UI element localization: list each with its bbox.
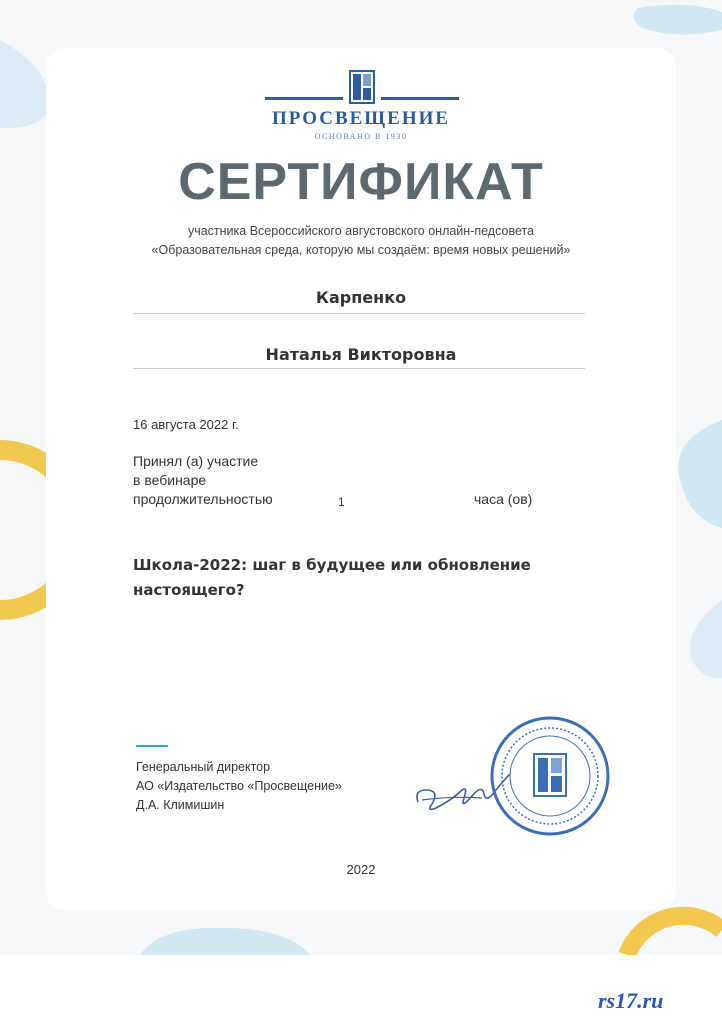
prosveshchenie-logo-icon [349, 70, 375, 104]
certificate-subtitle-2: «Образовательная среда, которую мы создаём: время новых решений» [151, 243, 571, 257]
certificate-year: 2022 [346, 862, 376, 877]
certificate-subtitle-1: участника Всероссийского августовского онлайн-педсовета [187, 224, 535, 238]
duration-label: продолжительностью [133, 491, 273, 507]
webinar-title-line-1: Школа-2022: шаг в будущее или обновление [133, 556, 531, 574]
brand-name: ПРОСВЕЩЕНИЕ [271, 108, 451, 129]
first-name-rule [133, 368, 585, 369]
last-name-rule [133, 313, 585, 314]
duration-value: 1 [338, 495, 345, 509]
signatory-accent-line [136, 745, 168, 747]
brand-founded: ОСНОВАНО В 1930 [314, 132, 408, 141]
participation-line-2: в вебинаре [133, 472, 207, 488]
signatory-organization: АО «Издательство «Просвещение» [136, 779, 342, 793]
certificate-date: 16 августа 2022 г. [133, 417, 239, 432]
certificate-title: СЕРТИФИКАТ [178, 153, 544, 211]
round-company-stamp-icon [488, 714, 612, 838]
logo-line-right [381, 97, 459, 100]
signatory-position: Генеральный директор [136, 760, 271, 774]
recipient-last-name: Карпенко [315, 288, 407, 307]
logo-line-left [265, 97, 343, 100]
duration-unit: часа (ов) [474, 491, 533, 507]
site-watermark: rs17.ru [598, 988, 664, 1013]
signatory-name: Д.А. Климишин [136, 798, 225, 812]
webinar-title-line-2: настоящего? [133, 581, 245, 599]
decor-top-right-shape [628, 0, 722, 40]
webinar-title [133, 553, 603, 603]
participation-line-1: Принял (а) участие [133, 453, 259, 469]
decor-right-blue-shape-2 [672, 600, 722, 680]
recipient-first-middle-name: Наталья Викторовна [265, 345, 457, 364]
decor-bottom-left-shape [140, 920, 310, 955]
